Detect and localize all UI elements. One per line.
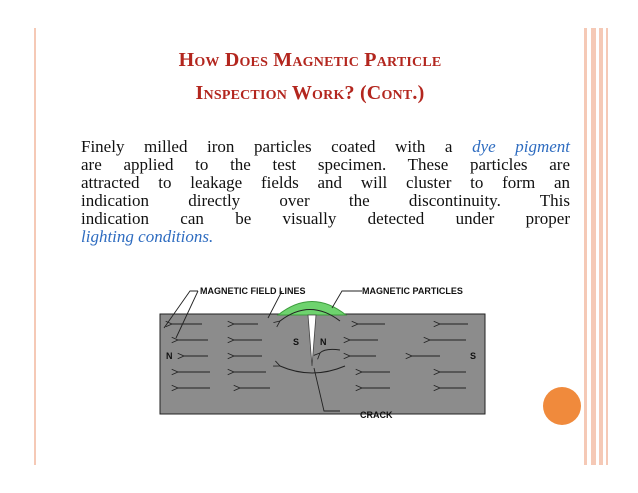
label-magnetic-particles: MAGNETIC PARTICLES: [362, 286, 463, 296]
magnetic-particle-diagram: [150, 268, 490, 428]
pole-right-s: S: [470, 351, 477, 361]
right-border-rule-4: [606, 28, 608, 465]
decorative-orange-circle: [543, 387, 581, 425]
dye-pigment-term: dye pigment: [472, 137, 571, 156]
body-line-1: [81, 138, 570, 156]
title-line-2: Inspection Work? (Cont.): [195, 82, 425, 104]
crack-pole-n: N: [320, 337, 327, 347]
slide-title: [60, 44, 560, 110]
body-paragraph: [81, 138, 570, 246]
left-border-rule: [34, 28, 36, 465]
lighting-conditions-term: lighting conditions.: [81, 227, 214, 246]
label-field-lines: MAGNETIC FIELD LINES: [200, 286, 306, 296]
body-line-2: are applied to the test specimen. These particles are: [81, 155, 570, 174]
title-line-1: How Does Magnetic Particle: [178, 49, 442, 71]
crack-pole-s: S: [293, 337, 300, 347]
body-line-1-text: Finely milled iron particles coated with a: [81, 137, 473, 156]
body-line-3: attracted to leakage fields and will cluster to form an: [81, 173, 570, 192]
test-specimen: [160, 314, 485, 414]
right-border-rule-3: [599, 28, 603, 465]
body-line-6: [81, 228, 570, 246]
particle-cluster: [278, 302, 346, 316]
body-line-4: indication directly over the discontinuity. This: [81, 191, 570, 210]
pole-left-n: N: [166, 351, 173, 361]
label-crack: CRACK: [360, 410, 393, 420]
right-border-rule-1: [584, 28, 587, 465]
body-line-5: indication can be visually detected under proper: [81, 209, 570, 228]
right-border-rule-2: [591, 28, 596, 465]
